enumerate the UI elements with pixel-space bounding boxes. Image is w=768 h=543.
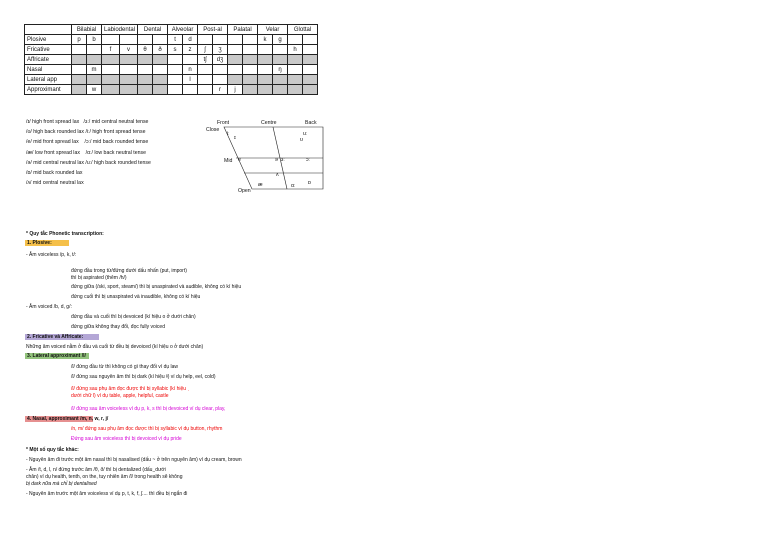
nasal-line: /n, m/ đứng sau phụ âm đọc được thì bị syllabic ví dụ button, rhythm <box>71 426 223 432</box>
vowel-symbol: ɪ <box>234 135 236 141</box>
consonant-cell: d <box>183 35 198 45</box>
consonant-cell <box>153 55 168 65</box>
consonant-cell <box>258 85 273 95</box>
consonant-table <box>24 24 318 95</box>
header-glottal: Glottal <box>288 25 318 35</box>
header-velar: Velar <box>258 25 288 35</box>
consonant-cell <box>168 65 183 75</box>
consonant-cell: w <box>87 85 102 95</box>
lateral-line: /l/ đứng đầu từ thì không có gì thay đổi ví dụ law <box>71 364 179 370</box>
consonant-cell <box>72 45 87 55</box>
consonant-cell: ð <box>153 45 168 55</box>
consonant-cell <box>153 35 168 45</box>
label-front: Front <box>217 120 230 126</box>
consonant-cell: k <box>258 35 273 45</box>
consonant-cell <box>228 55 243 65</box>
vowel-symbol: ʊ <box>300 137 303 143</box>
row-label: Nasal <box>25 65 72 75</box>
vowel-line: /ʌ/ mid central neutral lax <box>26 180 84 187</box>
vowel-symbol: æ <box>258 182 263 188</box>
label-close: Close <box>206 127 220 133</box>
consonant-cell: m <box>87 65 102 75</box>
consonant-cell <box>138 85 153 95</box>
row-label: Fricative <box>25 45 72 55</box>
vowel-symbol: ɑː <box>291 183 296 189</box>
other-rule-line: chân) ví dụ health, tenth, on the, tuy nhiên âm /l/ trong health sẽ không <box>26 474 183 480</box>
consonant-cell <box>213 35 228 45</box>
consonant-cell: θ <box>138 45 153 55</box>
consonant-cell <box>120 55 138 65</box>
vowel-line: /ʊ/ high back rounded lax /iː/ high front spread tense <box>26 129 146 136</box>
consonant-cell <box>138 35 153 45</box>
consonant-cell: s <box>168 45 183 55</box>
section-lateral-title: 3. Lateral approximant /l/ <box>25 353 89 359</box>
consonant-cell <box>138 65 153 75</box>
vowel-symbol: uː <box>303 131 308 137</box>
consonant-cell <box>288 75 303 85</box>
consonant-row <box>25 55 318 65</box>
consonant-cell <box>273 75 288 85</box>
vowel-line: /e/ mid front spread lax /ɔː/ mid back rounded tense <box>26 139 149 146</box>
vowel-symbol: ə <box>275 157 278 163</box>
plosive-line: - Âm voiced /b, d, g/: <box>26 304 72 310</box>
consonant-cell <box>243 55 258 65</box>
plosive-line: đứng giữa không thay đổi, đọc fully voiced <box>71 324 165 330</box>
other-rule-line: - Nguyên âm trước một âm voiceless ví dụ p, t, k, f, ʃ.... thì đều bị ngắn đi <box>26 491 188 497</box>
consonant-cell <box>198 35 213 45</box>
vowel-symbol: ɔː <box>306 157 311 163</box>
consonant-cell: t <box>168 35 183 45</box>
consonant-cell <box>258 55 273 65</box>
vowel-line: /ɪ/ high front spread lax /ɜː/ mid central neutral tense <box>26 119 149 125</box>
consonant-cell: g <box>273 35 288 45</box>
consonant-cell <box>87 45 102 55</box>
label-back: Back <box>305 120 317 126</box>
consonant-cell <box>120 85 138 95</box>
consonant-cell <box>138 55 153 65</box>
label-open: Open <box>238 188 251 194</box>
row-label: Plosive <box>25 35 72 45</box>
consonant-cell <box>303 75 318 85</box>
label-mid: Mid <box>224 158 233 164</box>
consonant-cell <box>213 75 228 85</box>
consonant-cell: j <box>228 85 243 95</box>
consonant-cell <box>303 85 318 95</box>
consonant-cell <box>153 65 168 75</box>
consonant-cell <box>102 55 120 65</box>
vowel-line: /ə/ mid central neutral lax /uː/ high back rounded tense <box>26 159 151 166</box>
consonant-row <box>25 35 318 45</box>
header-palatal: Palatal <box>228 25 258 35</box>
lateral-line: /l/ đứng sau âm voiceless ví dụ p, k, s thì bị devoiced ví dụ clear, play, <box>71 406 226 412</box>
consonant-cell <box>102 35 120 45</box>
plosive-line: thì bị aspirated (thêm /h/) <box>71 275 127 281</box>
consonant-cell <box>303 55 318 65</box>
consonant-cell <box>228 65 243 75</box>
fricative-line: Những âm voiced nằm ở đầu và cuối từ đều bị devoiced (kí hiệu o ở dưới chân) <box>26 344 204 350</box>
consonant-cell: ʒ <box>213 45 228 55</box>
plosive-line: đứng giữa (/ski, sport, steam/) thì bị unaspirated và audible, không có kí hiệu <box>71 284 242 290</box>
consonant-cell <box>303 35 318 45</box>
header-labiodental: Labiodental <box>102 25 138 35</box>
header-postal: Post-al <box>198 25 228 35</box>
other-rule-line: bị dark nữa mà chỉ bị dentalised <box>26 481 97 487</box>
consonant-cell <box>168 85 183 95</box>
vowel-symbol: ɜː <box>281 157 285 163</box>
consonant-cell <box>243 85 258 95</box>
consonant-cell: r <box>213 85 228 95</box>
header-dental: Dental <box>138 25 168 35</box>
other-rule-line: - Nguyên âm đi trước một âm nasal thì bị nasalised (dấu ~ ở trên nguyên âm) ví dụ cream, brown <box>26 457 242 463</box>
lateral-line: dưới chữ l) ví dụ table, apple, helpful, castle <box>71 393 169 399</box>
consonant-cell <box>198 85 213 95</box>
other-rules-heading: * Một số quy tắc khác: <box>26 447 79 453</box>
consonant-cell <box>72 65 87 75</box>
consonant-cell <box>183 85 198 95</box>
consonant-cell <box>243 75 258 85</box>
consonant-cell <box>168 55 183 65</box>
consonant-cell <box>120 75 138 85</box>
table-header-row <box>25 25 318 35</box>
consonant-cell: f <box>102 45 120 55</box>
header-alveolar: Alveolar <box>168 25 198 35</box>
plosive-line: đứng đầu và cuối thì bị devoiced (kí hiệu o ở dưới chân) <box>71 314 196 320</box>
consonant-cell <box>243 65 258 75</box>
nasal-line: Đứng sau âm voiceless thì bị devoiced ví dụ pride <box>71 436 182 442</box>
consonant-cell <box>102 85 120 95</box>
consonant-cell: ʃ <box>198 45 213 55</box>
consonant-cell: p <box>72 35 87 45</box>
row-label: Approximant <box>25 85 72 95</box>
consonant-cell: dʒ <box>213 55 228 65</box>
consonant-cell <box>120 35 138 45</box>
consonant-cell <box>273 85 288 95</box>
other-rule-line: - Âm /t, d, l, n/ đứng trước âm /θ, ð/ thì bị dentalized (dấu ̪ dưới <box>26 467 166 473</box>
vowel-symbol: iː <box>227 131 230 137</box>
consonant-cell <box>138 75 153 85</box>
row-label: Lateral app <box>25 75 72 85</box>
consonant-cell <box>87 55 102 65</box>
consonant-row <box>25 65 318 75</box>
vowel-symbol: ɒ <box>308 180 311 186</box>
consonant-cell <box>87 75 102 85</box>
consonant-cell <box>303 45 318 55</box>
consonant-cell: h <box>288 45 303 55</box>
section-fricative-title: 2. Fricative và Affricate: <box>25 334 99 340</box>
consonant-cell: ŋ <box>273 65 288 75</box>
consonant-cell <box>102 75 120 85</box>
lateral-line: /l/ đứng sau phụ âm đọc được thì bị syllabic (kí hiệu ˌ <box>71 386 190 392</box>
plosive-line: - Âm voiceless /p, k, t/: <box>26 252 77 258</box>
consonant-cell <box>258 45 273 55</box>
consonant-cell <box>72 55 87 65</box>
consonant-row <box>25 85 318 95</box>
lateral-line: /l/ đứng sau nguyên âm thì bị dark (kí hiệu ɫ) ví dụ help, eel, cold) <box>71 374 216 380</box>
consonant-cell <box>228 45 243 55</box>
consonant-cell <box>228 75 243 85</box>
consonant-cell <box>153 85 168 95</box>
plosive-line: đứng đầu trong từ/đứng dưới dấu nhấn (put, import) <box>71 268 187 274</box>
consonant-cell: v <box>120 45 138 55</box>
consonant-cell <box>213 65 228 75</box>
label-centre: Centre <box>261 120 277 126</box>
consonant-cell <box>243 35 258 45</box>
consonant-cell <box>273 45 288 55</box>
consonant-cell: z <box>183 45 198 55</box>
vowel-line: /æ/ low front spread lax /ɑː/ low back neutral tense <box>26 149 146 156</box>
vowel-trapezium <box>200 116 330 194</box>
consonant-cell <box>288 65 303 75</box>
consonant-cell: b <box>87 35 102 45</box>
consonant-cell <box>303 65 318 75</box>
header-corner <box>25 25 72 35</box>
section-nasal-title: 4. Nasal, approximant /m, n, w, r, j/ <box>27 416 109 422</box>
consonant-cell <box>153 75 168 85</box>
consonant-cell <box>120 65 138 75</box>
consonant-cell: n <box>183 65 198 75</box>
vowel-line: /ɒ/ mid back rounded lax <box>26 170 83 177</box>
row-label: Affricate <box>25 55 72 65</box>
consonant-cell <box>198 75 213 85</box>
plosive-line: đứng cuối thì bị unaspirated và inaudible, không có kí hiệu <box>71 294 201 300</box>
vowel-list <box>26 117 151 188</box>
vowel-symbol: e <box>238 157 241 163</box>
consonant-cell <box>72 75 87 85</box>
consonant-cell <box>288 55 303 65</box>
consonant-cell <box>258 65 273 75</box>
consonant-cell <box>72 85 87 95</box>
consonant-cell: tʃ <box>198 55 213 65</box>
consonant-cell <box>198 65 213 75</box>
consonant-cell <box>258 75 273 85</box>
consonant-cell <box>183 55 198 65</box>
consonant-cell <box>168 75 183 85</box>
notes-heading: * Quy tắc Phonetic transcription: <box>26 231 104 237</box>
consonant-row <box>25 45 318 55</box>
consonant-cell <box>288 35 303 45</box>
header-bilabial: Bilabial <box>72 25 102 35</box>
consonant-cell <box>273 55 288 65</box>
consonant-cell: l <box>183 75 198 85</box>
consonant-cell <box>102 65 120 75</box>
vowel-symbol: ʌ <box>276 172 279 178</box>
consonant-row <box>25 75 318 85</box>
consonant-cell <box>228 35 243 45</box>
section-plosive-title: 1. Plosive: <box>25 240 69 246</box>
consonant-cell <box>243 45 258 55</box>
consonant-cell <box>288 85 303 95</box>
